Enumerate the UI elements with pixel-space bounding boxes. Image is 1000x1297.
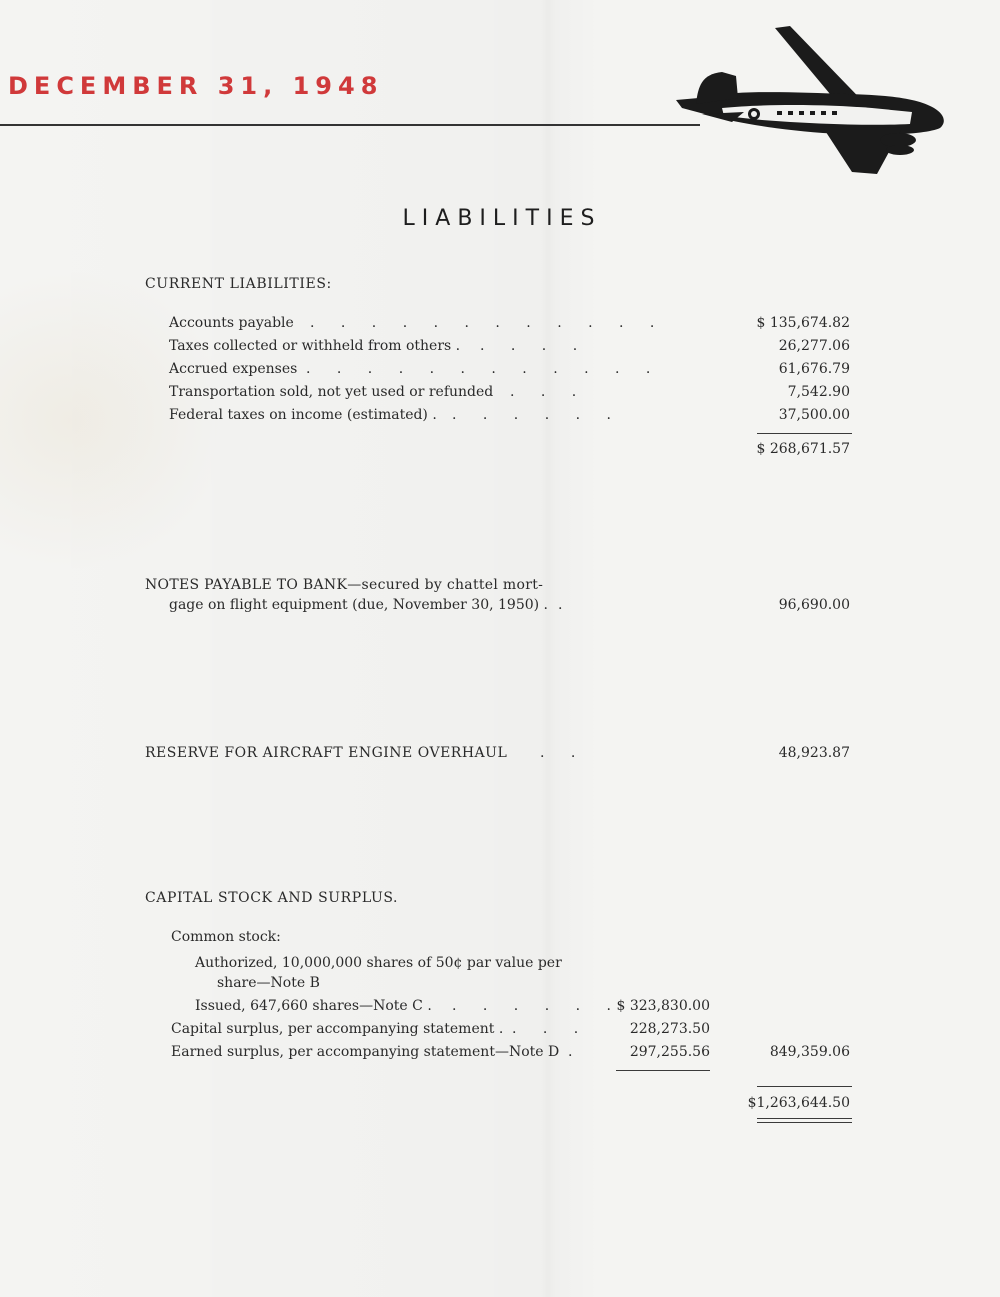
notes-payable-line1: NOTES PAYABLE TO BANK—secured by chattel mort- <box>145 577 544 593</box>
capital-total: 849,359.06 <box>769 1044 850 1060</box>
authorized-line2: share—Note B <box>217 975 320 991</box>
authorized-line1: Authorized, 10,000,000 shares of 50¢ par value per <box>195 955 562 971</box>
leader-dots: . . . . . . <box>452 407 622 423</box>
notes-payable-line2: gage on flight equipment (due, November 30, 1950) . <box>169 597 548 613</box>
common-stock-label: Common stock: <box>171 929 281 945</box>
subtotal-rule <box>757 433 852 434</box>
issued-amount: $ 323,830.00 <box>616 998 710 1014</box>
capital-surplus-label: Capital surplus, per accompanying statement . <box>171 1021 504 1037</box>
line-item-amount: 7,542.90 <box>787 384 850 400</box>
line-item-amount: 26,277.06 <box>778 338 850 354</box>
leader-dots: . . . . . . <box>452 998 622 1014</box>
line-item-amount: 37,500.00 <box>778 407 850 423</box>
reserve-label: RESERVE FOR AIRCRAFT ENGINE OVERHAUL <box>145 745 508 761</box>
leader-dots: . <box>568 1044 584 1060</box>
notes-payable-amount: 96,690.00 <box>778 597 850 613</box>
airplane-logo <box>672 24 962 176</box>
leader-dots: . . . <box>510 384 588 400</box>
page-title: LIABILITIES <box>402 206 602 231</box>
plane-engine <box>880 133 916 147</box>
capital-heading: CAPITAL STOCK AND SURPLUS. <box>145 890 399 906</box>
line-item-amount: 61,676.79 <box>778 361 850 377</box>
capital-surplus-amount: 228,273.50 <box>629 1021 710 1037</box>
line-item-label: Accounts payable <box>169 315 294 331</box>
line-item-label: Federal taxes on income (estimated) . <box>169 407 437 423</box>
header-rule <box>0 124 700 126</box>
grand-total: $1,263,644.50 <box>747 1095 850 1111</box>
leader-dots: . . . . . . . . . . . . <box>306 361 662 377</box>
current-liabilities-heading: CURRENT LIABILITIES: <box>145 276 332 292</box>
line-item-amount: $ 135,674.82 <box>756 315 850 331</box>
earned-surplus-label: Earned surplus, per accompanying statement—Note D <box>171 1044 560 1060</box>
line-item-label: Taxes collected or withheld from others . <box>169 338 461 354</box>
grand-total-rule-double-2 <box>757 1122 852 1123</box>
header-date: DECEMBER 31, 1948 <box>8 72 384 100</box>
line-item-label: Transportation sold, not yet used or refunded <box>169 384 494 400</box>
current-liabilities-total: $ 268,671.57 <box>756 441 850 457</box>
leader-dots: . . . <box>512 1021 590 1037</box>
grand-total-rule-double-1 <box>757 1118 852 1119</box>
leader-dots: . . . . <box>480 338 589 354</box>
grand-total-rule-top <box>757 1086 852 1087</box>
earned-surplus-amount: 297,255.56 <box>629 1044 710 1060</box>
leader-dots: . . . . . . . . . . . . <box>310 315 666 331</box>
reserve-amount: 48,923.87 <box>778 745 850 761</box>
leader-dots: . <box>558 597 574 613</box>
line-item-label: Accrued expenses <box>169 361 298 377</box>
leader-dots: . . <box>540 745 587 761</box>
issued-label: Issued, 647,660 shares—Note C . <box>195 998 432 1014</box>
capital-subtotal-rule <box>616 1070 710 1071</box>
